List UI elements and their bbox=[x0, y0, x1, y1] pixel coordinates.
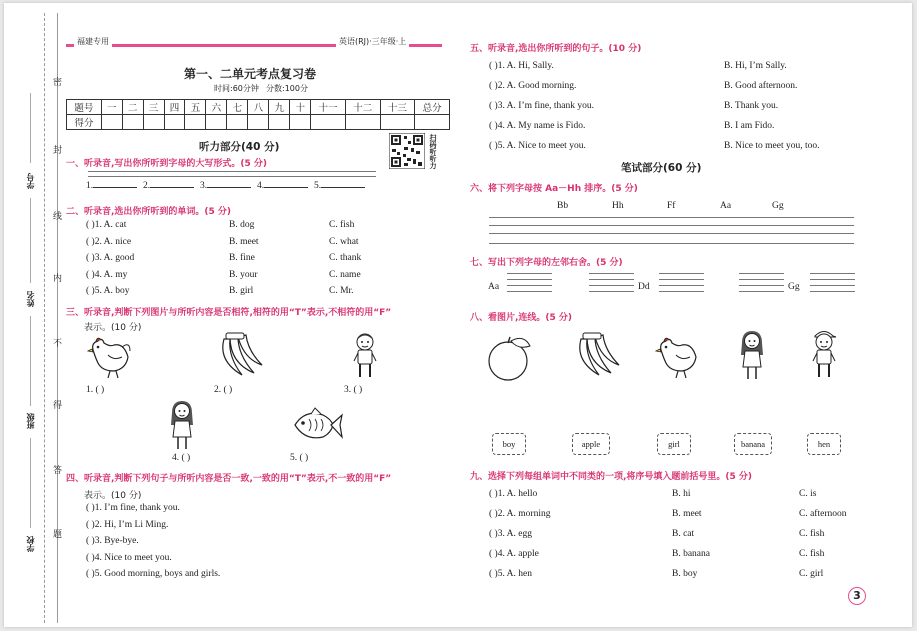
score-table-header: 七 bbox=[227, 100, 248, 115]
score-table-header: 十一 bbox=[311, 100, 346, 115]
subject-label: 英语(RJ)·三年级·上 bbox=[336, 36, 409, 47]
score-cell[interactable] bbox=[206, 115, 227, 130]
q2-option-a: ( )3. A. good bbox=[86, 253, 135, 263]
q9-option-c: C. fish bbox=[799, 529, 825, 539]
cut-line bbox=[44, 13, 45, 623]
seal-char: 不 bbox=[51, 338, 61, 347]
school-label: 学校 bbox=[26, 536, 35, 552]
q1-item: 3. bbox=[200, 179, 251, 191]
q6-letter: Hh bbox=[612, 201, 624, 211]
q4-title-cont: 表示。(10 分) bbox=[84, 491, 142, 501]
seal-char: 得 bbox=[51, 400, 61, 409]
q2-option-b: B. your bbox=[229, 269, 258, 280]
q4-sentence: ( )3. Bye-bye. bbox=[86, 536, 139, 546]
class-label: 班级 bbox=[26, 413, 35, 429]
score-table-header: 三 bbox=[143, 100, 164, 115]
seal-char: 题 bbox=[51, 529, 61, 538]
score-table-header: 题号 bbox=[67, 100, 102, 115]
q2-option-c: C. fish bbox=[329, 220, 355, 230]
q9-option-a: ( )3. A. egg bbox=[489, 529, 533, 539]
q3-title: 三、听录音,判断下列图片与所听内容是否相符,相符的用“T”表示,不相符的用“F” bbox=[66, 308, 392, 318]
q2-option-a: ( )5. A. boy bbox=[86, 286, 130, 296]
q7-blank bbox=[659, 273, 704, 274]
q2-option-c: C. what bbox=[329, 236, 359, 247]
q7-blank bbox=[659, 279, 704, 280]
q9-option-c: C. is bbox=[799, 489, 817, 499]
q7-letter: Gg bbox=[788, 282, 800, 292]
q2-option-a: ( )2. A. nice bbox=[86, 236, 132, 247]
qr-label: 扫码听听力 bbox=[429, 134, 437, 169]
q7-blank bbox=[589, 279, 634, 280]
hen-picture-2 bbox=[654, 333, 700, 379]
score-table-header: 九 bbox=[269, 100, 290, 115]
q2-option-c: C. name bbox=[329, 269, 361, 280]
region-label: 福建专用 bbox=[74, 36, 112, 47]
written-section-title: 笔试部分(60 分) bbox=[621, 162, 702, 174]
q7-blank bbox=[507, 291, 552, 292]
q7-blank bbox=[810, 273, 855, 274]
q2-option-a: ( )4. A. my bbox=[86, 269, 128, 280]
q7-blank bbox=[659, 285, 704, 286]
score-table-header: 二 bbox=[122, 100, 143, 115]
q1-item: 5. bbox=[314, 179, 365, 191]
score-table-header: 总分 bbox=[415, 100, 450, 115]
student-id-label: 学号 bbox=[26, 173, 35, 189]
q2-option-c: C. thank bbox=[329, 253, 362, 263]
q2-title: 二、听录音,选出你所听到的单词。(5 分) bbox=[66, 207, 232, 217]
q2-option-b: B. dog bbox=[229, 220, 255, 230]
hen-picture bbox=[86, 333, 132, 379]
q7-blank bbox=[507, 279, 552, 280]
q7-blank bbox=[739, 291, 784, 292]
q7-letter: Dd bbox=[638, 282, 650, 292]
page-title: 第一、二单元考点复习卷 bbox=[184, 67, 317, 81]
q8-word-box[interactable]: boy bbox=[492, 433, 526, 455]
score-cell[interactable] bbox=[269, 115, 290, 130]
score-table-header: 四 bbox=[164, 100, 185, 115]
q9-option-c: C. girl bbox=[799, 569, 824, 579]
score-cell[interactable] bbox=[415, 115, 450, 130]
score-table-header: 五 bbox=[185, 100, 206, 115]
score-cell[interactable] bbox=[122, 115, 143, 130]
score-cell[interactable] bbox=[227, 115, 248, 130]
seal-char: 线 bbox=[51, 211, 61, 220]
q7-title: 七、写出下列字母的左邻右舍。(5 分) bbox=[470, 258, 623, 268]
q5-option-a: ( )3. A. I’m fine, thank you. bbox=[489, 101, 595, 111]
q8-word-box[interactable]: girl bbox=[657, 433, 691, 455]
q7-blank bbox=[507, 285, 552, 286]
score-cell[interactable] bbox=[248, 115, 269, 130]
score-table-header: 六 bbox=[206, 100, 227, 115]
score-cell[interactable] bbox=[311, 115, 346, 130]
score-cell[interactable] bbox=[290, 115, 311, 130]
q9-option-c: C. fish bbox=[799, 549, 825, 559]
q2-option-a: ( )1. A. cat bbox=[86, 220, 127, 230]
q5-option-a: ( )4. A. My name is Fido. bbox=[489, 121, 586, 131]
q7-blank bbox=[739, 273, 784, 274]
q6-letter: Bb bbox=[557, 201, 569, 211]
fish-picture bbox=[291, 407, 343, 443]
q3-title-cont: 表示。(10 分) bbox=[84, 323, 142, 333]
girl-picture-2 bbox=[739, 329, 765, 381]
q9-option-b: B. hi bbox=[672, 489, 691, 499]
page-number: 3 bbox=[848, 587, 866, 605]
q3-label: 3. ( ) bbox=[344, 385, 363, 395]
q3-label: 5. ( ) bbox=[290, 453, 309, 463]
q1-title: 一、听录音,写出你所听到字母的大写形式。(5 分) bbox=[66, 159, 268, 169]
q7-blank bbox=[589, 285, 634, 286]
q6-letter: Aa bbox=[720, 201, 732, 211]
q9-option-a: ( )1. A. hello bbox=[489, 489, 538, 499]
seal-char: 封 bbox=[51, 145, 61, 154]
girl-picture bbox=[169, 399, 195, 451]
q9-option-b: B. banana bbox=[672, 549, 710, 559]
q7-blank bbox=[810, 279, 855, 280]
q3-label: 1. ( ) bbox=[86, 385, 105, 395]
score-cell[interactable] bbox=[185, 115, 206, 130]
q9-option-a: ( )2. A. morning bbox=[489, 509, 551, 519]
q5-option-a: ( )2. A. Good morning. bbox=[489, 81, 577, 91]
q2-option-c: C. Mr. bbox=[329, 286, 354, 296]
q8-title: 八、看图片,连线。(5 分) bbox=[470, 313, 573, 323]
q1-item: 2. bbox=[143, 179, 194, 191]
q5-option-b: B. Hi, I’m Sally. bbox=[724, 61, 787, 71]
seal-char: 内 bbox=[51, 273, 61, 282]
boy-picture bbox=[352, 331, 378, 381]
score-table-header: 八 bbox=[248, 100, 269, 115]
q6-letter: Ff bbox=[667, 201, 676, 211]
q4-sentence: ( )4. Nice to meet you. bbox=[86, 552, 172, 563]
q5-option-b: B. Nice to meet you, too. bbox=[724, 141, 820, 151]
score-table bbox=[66, 99, 450, 130]
q3-label: 2. ( ) bbox=[214, 385, 233, 395]
q4-title: 四、听录音,判断下列句子与所听内容是否一致,一致的用“T”表示,不一致的用“F” bbox=[66, 474, 392, 484]
q5-option-a: ( )5. A. Nice to meet you. bbox=[489, 141, 586, 151]
q7-blank bbox=[589, 291, 634, 292]
q5-option-a: ( )1. A. Hi, Sally. bbox=[489, 61, 554, 71]
q9-option-c: C. afternoon bbox=[799, 509, 847, 519]
score-table-header: 十 bbox=[290, 100, 311, 115]
q9-option-b: B. cat bbox=[672, 529, 695, 539]
seal-char: 密 bbox=[51, 77, 61, 86]
exam-page bbox=[4, 3, 912, 627]
time-label: 时间:60分钟 bbox=[214, 84, 259, 93]
score-table-header: 一 bbox=[101, 100, 122, 115]
q4-sentence: ( )2. Hi, I’m Li Ming. bbox=[86, 519, 169, 530]
q4-sentence: ( )5. Good morning, boys and girls. bbox=[86, 569, 221, 579]
q7-blank bbox=[507, 273, 552, 274]
score-cell[interactable] bbox=[101, 115, 122, 130]
q3-label: 4. ( ) bbox=[172, 453, 191, 463]
q7-blank bbox=[810, 285, 855, 286]
banana-picture bbox=[216, 331, 266, 381]
banana-picture-2 bbox=[573, 331, 623, 381]
q6-letter: Gg bbox=[772, 201, 784, 211]
q5-option-b: B. Thank you. bbox=[724, 101, 779, 111]
q2-option-b: B. meet bbox=[229, 236, 259, 247]
q9-option-b: B. meet bbox=[672, 509, 702, 519]
q9-title: 九、选择下列每组单词中不同类的一项,将序号填入题前括号里。(5 分) bbox=[470, 472, 753, 482]
q1-item: 4. bbox=[257, 179, 308, 191]
score-row-label: 得分 bbox=[67, 115, 102, 130]
q7-blank bbox=[810, 291, 855, 292]
apple-picture bbox=[486, 336, 534, 382]
q7-blank bbox=[739, 285, 784, 286]
q6-title: 六、将下列字母按 Aa－Hh 排序。(5 分) bbox=[470, 184, 638, 194]
score-table-header: 十二 bbox=[345, 100, 380, 115]
q1-item: 1. bbox=[86, 179, 137, 191]
seal-char: 答 bbox=[51, 465, 61, 474]
name-label: 姓名 bbox=[26, 291, 35, 307]
q5-option-b: B. Good afternoon. bbox=[724, 81, 798, 91]
score-cell[interactable] bbox=[380, 115, 415, 130]
q2-option-b: B. fine bbox=[229, 253, 255, 263]
q2-option-b: B. girl bbox=[229, 286, 254, 296]
q7-blank bbox=[659, 291, 704, 292]
score-cell[interactable] bbox=[164, 115, 185, 130]
q5-option-b: B. I am Fido. bbox=[724, 121, 775, 131]
listening-section-title: 听力部分(40 分) bbox=[199, 141, 280, 153]
boy-picture-2 bbox=[810, 327, 838, 381]
qr-code-icon bbox=[389, 133, 425, 169]
q4-sentence: ( )1. I’m fine, thank you. bbox=[86, 503, 180, 513]
q9-option-a: ( )5. A. hen bbox=[489, 569, 533, 579]
q8-word-box[interactable]: hen bbox=[807, 433, 841, 455]
score-cell[interactable] bbox=[345, 115, 380, 130]
q9-option-b: B. boy bbox=[672, 569, 698, 579]
score-cell[interactable] bbox=[143, 115, 164, 130]
q7-blank bbox=[589, 273, 634, 274]
q8-word-box[interactable]: banana bbox=[734, 433, 772, 455]
q8-word-box[interactable]: apple bbox=[572, 433, 610, 455]
score-label: 分数:100分 bbox=[266, 84, 308, 93]
q7-blank bbox=[739, 279, 784, 280]
q5-title: 五、听录音,选出你所听到的句子。(10 分) bbox=[470, 44, 642, 54]
score-table-header: 十三 bbox=[380, 100, 415, 115]
q7-letter: Aa bbox=[488, 282, 500, 292]
q9-option-a: ( )4. A. apple bbox=[489, 549, 539, 559]
